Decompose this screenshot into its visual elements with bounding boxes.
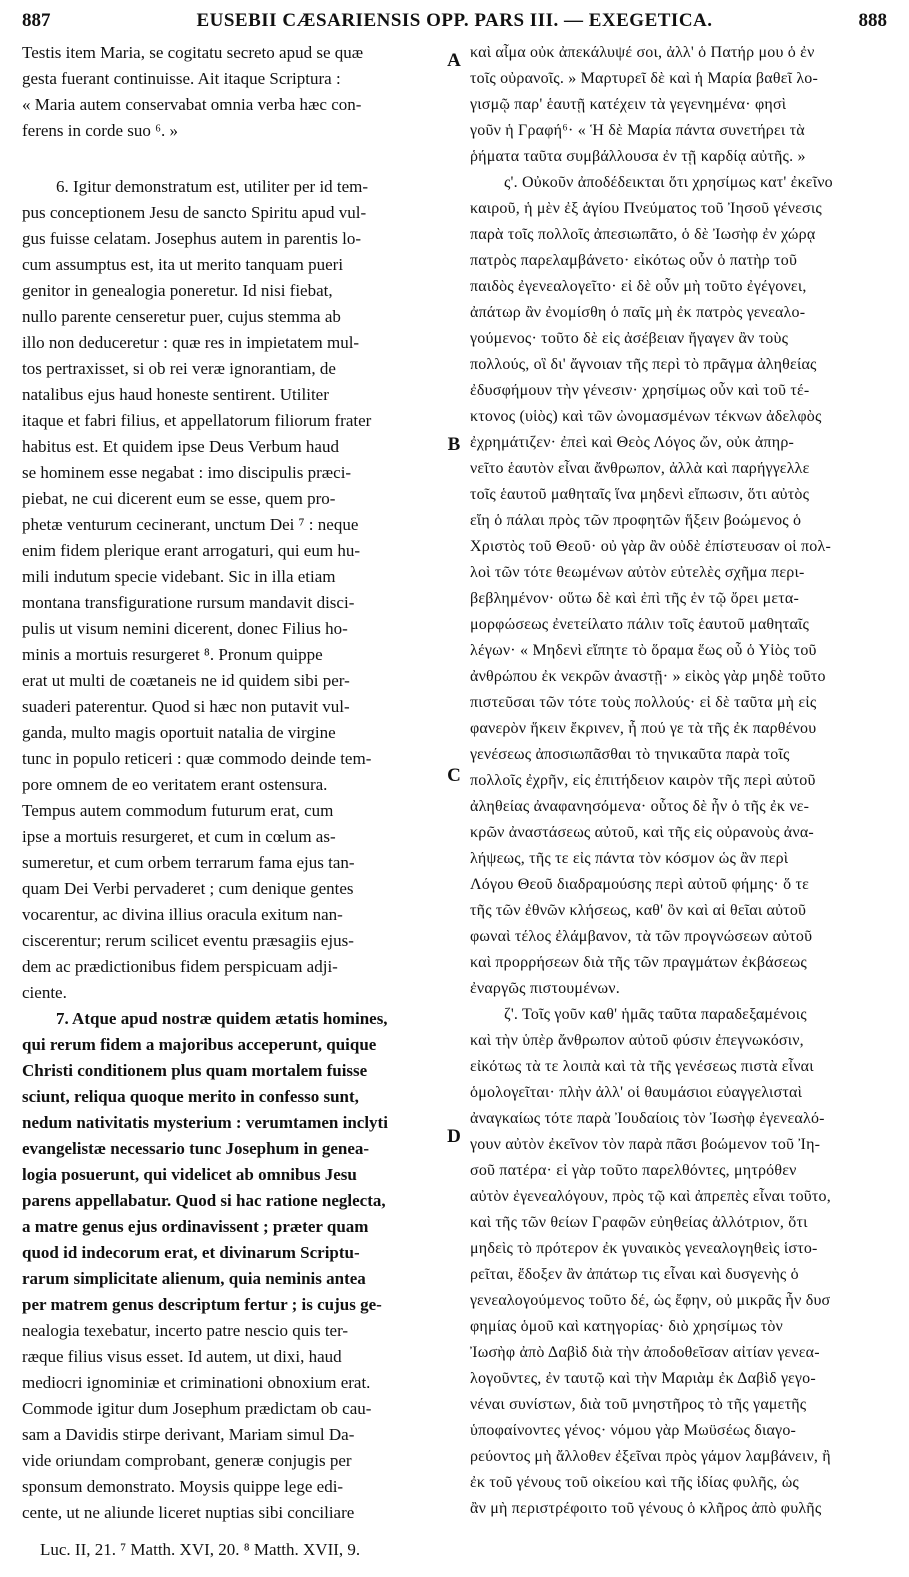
text-line: κτονος (υἱὸς) καὶ τῶν ὠνομασμένων τέκνων ἀδελφὸς: [470, 408, 822, 425]
text-line: γούμενος· τοῦτο δὲ εἰς ἀσέβειαν ἤγαγεν ἂν τοὺς: [470, 330, 789, 347]
paragraph-gap: [22, 144, 440, 174]
text-line: Χριστὸς τοῦ Θεοῦ· οὐ γὰρ ἂν οὐδὲ ἐπίστευσαν οἱ πολ-: [470, 538, 831, 555]
text-line: itaque et fabri filius, et appellatorum filiorum frater: [22, 411, 372, 430]
text-line: ῥήματα ταῦτα συμβάλλουσα ἐν τῇ καρδίᾳ αὐτῆς. »: [470, 148, 806, 165]
text-line: λήψεως, τῆς τε εἰς πάντα τὸν κόσμον ὡς ἂν περὶ: [470, 850, 789, 867]
text-line: ræque filius visus esset. Id autem, ut dixi, haud: [22, 1347, 342, 1366]
text-line: ἐδυσφήμουν τὴν γένεσιν· χρησίμως οὖν καὶ τοῦ τέ-: [470, 382, 810, 399]
text-line: mili indutum specie videbant. Sic in illa etiam: [22, 567, 336, 586]
text-line: σοῦ πατέρα· εἰ γὰρ τοῦτο παρελθόντες, μητρόθεν: [470, 1162, 797, 1179]
text-line: τοῖς ἑαυτοῦ μαθηταῖς ἵνα μηδενὶ εἴπωσιν, ὅτι αὐτὸς: [470, 486, 810, 503]
text-line: ρεῖται, ἔδοξεν ἂν ἀπάτωρ τις εἶναι καὶ δυσγενὴς ὁ: [470, 1266, 799, 1283]
text-line: pulis ut visum nemini dicerent, donec Filius ho-: [22, 619, 348, 638]
text-line: enim fidem plerique erant arrogaturi, qui eum hu-: [22, 541, 360, 560]
text-line: nealogia texebatur, incerto patre nescio quis ter-: [22, 1321, 349, 1340]
text-line: piebat, ne cui dicerent eum se esse, quem pro-: [22, 489, 336, 508]
text-line: καὶ τὴν ὑπὲρ ἄνθρωπον αὐτοῦ φύσιν ἐπεγνωκόσιν,: [470, 1032, 804, 1049]
text-line: evangelistæ necessario tunc Josephum in genea-: [22, 1139, 370, 1158]
text-line: τοῖς οὐρανοῖς. » Μαρτυρεῖ δὲ καὶ ἡ Μαρία βαθεῖ λο-: [470, 70, 818, 87]
text-line: γενέσεως ἀποσιωπᾶσθαι τὸ τηνικαῦτα παρὰ τοῖς: [470, 746, 790, 763]
text-line: Commode igitur dum Josephum prædictam ob cau-: [22, 1399, 372, 1418]
text-line: ἀναγκαίως τότε παρὰ Ἰουδαίοις τὸν Ἰωσὴφ ἐγενεαλό-: [470, 1110, 825, 1127]
text-line: nullo parente censeretur puer, cujus stemma ab: [22, 307, 341, 326]
text-line: dem ac prædictionibus fidem perspicuam adji-: [22, 957, 338, 976]
text-line: γοῦν ἡ Γραφή⁶· « Ἡ δὲ Μαρία πάντα συνετήρει τὰ: [470, 122, 805, 139]
text-line: 7. Atque apud nostræ quidem ætatis homines,: [56, 1009, 388, 1028]
text-line: parens appellabatur. Quod si hac ratione neglecta,: [22, 1191, 386, 1210]
text-line: se hominem esse negabat : imo discipulis præci-: [22, 463, 352, 482]
text-line: ἐχρημάτιζεν· ἐπεὶ καὶ Θεὸς Λόγος ὤν, οὐκ ἀπηρ-: [470, 434, 795, 451]
text-line: suaderi paterentur. Quod si hæc non putavit vul-: [22, 697, 350, 716]
text-line: ciscerentur; rerum scilicet eventu præsagiis ejus-: [22, 931, 354, 950]
text-line: erat ut multi de coætaneis ne id quidem sibi per-: [22, 671, 350, 690]
text-line: phetæ venturum cecinerant, unctum Dei ⁷ : neque: [22, 515, 359, 534]
text-line: ferens in corde suo ⁶. »: [22, 121, 179, 140]
text-line: cente, ut ne aliunde liceret nuptias sibi conciliare: [22, 1503, 355, 1522]
text-line: ἐναργῶς πιστουμένων.: [470, 980, 620, 997]
text-line: tunc in populo reticeri : quæ commodo deinde tem-: [22, 749, 372, 768]
text-line: παιδὸς ἐγενεαλογεῖτο· εἰ δὲ οὖν μὴ τοῦτο ἐγέγονει,: [470, 278, 807, 295]
text-line: νεῖτο ἑαυτὸν εἶναι ἄνθρωπον, ἀλλὰ καὶ παρήγγελλε: [470, 460, 810, 477]
text-line: εἴη ὁ πάλαι πρὸς τῶν προφητῶν ἥξειν βοώμενος ὁ: [470, 512, 802, 529]
text-line: μορφώσεως ἐνετείλατο πάλιν τοῖς ἑαυτοῦ μαθηταῖς: [470, 616, 810, 633]
text-line: καὶ αἶμα οὐκ ἀπεκάλυψέ σοι, ἀλλ' ὁ Πατήρ μου ὁ ἐν: [470, 44, 815, 61]
section-marker-c: C: [447, 765, 461, 786]
running-title: EUSEBII CÆSARIENSIS OPP. PARS III. — EXEGETICA.: [196, 10, 713, 31]
latin-column: [22, 40, 440, 1526]
footnotes: Luc. II, 21. ⁷ Matth. XVI, 20. ⁸ Matth. XVII, 9.: [40, 1540, 361, 1559]
text-line: cum assumptus est, ita ut merito tanquam pueri: [22, 255, 344, 274]
text-line: ἂν μὴ περιστρέφοιτο τοῦ γένους ὁ κλῆρος ἀπὸ φυλῆς: [470, 1500, 822, 1517]
text-line: sam a Davidis stirpe derivant, Mariam simul Da-: [22, 1425, 355, 1444]
text-line: λοὶ τῶν τότε θεωμένων αὐτὸν εὐτελὲς σχῆμα περι-: [470, 564, 805, 581]
text-line: ζ'. Τοῖς γοῦν καθ' ἡμᾶς ταῦτα παραδεξαμένοις: [504, 1006, 807, 1023]
text-line: Christi conditionem plus quam mortalem fuisse: [22, 1061, 368, 1080]
text-line: Λόγου Θεοῦ διαδραμούσης περὶ αὐτοῦ φήμης· ὅ τε: [470, 876, 810, 893]
text-line: πολλούς, οἳ δι' ἄγνοιαν τῆς περὶ τὸ πρᾶγμα ἀληθείας: [470, 356, 817, 373]
text-line: ἀνθρώπου ἐκ νεκρῶν ἀναστῇ· » εἰκὸς γὰρ μηδὲ τοῦτο: [470, 668, 826, 685]
greek-column: [470, 40, 888, 1522]
page-header: [22, 8, 887, 34]
text-line: 6. Igitur demonstratum est, utiliter per id tem-: [56, 177, 369, 196]
text-line: καὶ προρρήσεων διὰ τῆς τῶν πραγμάτων ἐκβάσεως: [470, 954, 807, 971]
text-line: ἐκ τοῦ γένους τοῦ οἰκείου καὶ τῆς ἰδίας φυλῆς, ὡς: [470, 1474, 799, 1491]
text-line: παρὰ τοῖς πολλοῖς ἀπεσιωπᾶτο, ὁ δὲ Ἰωσὴφ ἐν χώρᾳ: [470, 226, 816, 243]
text-line: φανερὸν ἥκειν ἔκρινεν, ἦ πού γε τὰ τῆς ἐκ παρθένου: [470, 720, 817, 737]
text-line: καιροῦ, ἡ μὲν ἐξ ἁγίου Πνεύματος τοῦ Ἰησοῦ γένεσις: [470, 200, 822, 217]
text-line: nedum nativitatis mysterium : verumtamen inclyti: [22, 1113, 388, 1132]
left-page-number: 887: [22, 10, 51, 31]
text-line: ς'. Οὐκοῦν ἀποδέδεικται ὅτι χρησίμως κατ' ἐκεῖνο: [504, 174, 833, 191]
text-line: habitus est. Et quidem ipse Deus Verbum haud: [22, 437, 339, 456]
text-line: qui rerum fidem a majoribus acceperunt, quique: [22, 1035, 377, 1054]
text-line: pore omnem de eo veritatem erant ostensura.: [22, 775, 328, 794]
text-line: tos pertraxisset, si ob rei veræ ignorantiam, de: [22, 359, 336, 378]
text-line: κρῶν ἀναστάσεως αὐτοῦ, καὶ τῆς εἰς οὐρανοὺς ἀνα-: [470, 824, 814, 841]
text-line: illo non deduceretur : quæ res in impietatem mul-: [22, 333, 360, 352]
text-line: minis a mortuis resurgeret ⁸. Pronum quippe: [22, 645, 323, 664]
text-line: ὁμολογεῖται· πλὴν ἀλλ' οἱ θαυμάσιοι εὐαγγελισταὶ: [470, 1084, 803, 1101]
text-line: τῆς τῶν ἐθνῶν κλήσεως, καθ' ὃν καὶ αἱ θεῖαι αὐτοῦ: [470, 902, 807, 919]
text-line: λέγων· « Μηδενὶ εἴπητε τὸ ὅραμα ἕως οὗ ὁ Υἱὸς τοῦ: [470, 642, 817, 659]
text-line: μηδεὶς τὸ πρότερον ἐκ γυναικὸς γενεαλογηθεὶς ἱστο-: [470, 1240, 818, 1257]
text-line: quam Dei Verbi pervaderet ; cum denique gentes: [22, 879, 354, 898]
text-line: ὑποφαίνοντες γένος· νόμου γὰρ Μωϋσέως διαγο-: [470, 1422, 797, 1439]
text-line: φωναὶ τέλος ἐλάμβανον, τὰ τῶν προγνώσεων αὐτοῦ: [470, 928, 813, 945]
text-line: vocarentur, ac divina illius oracula exitum nan-: [22, 905, 343, 924]
text-line: sponsum demonstrato. Moysis quippe lege edi-: [22, 1477, 344, 1496]
text-line: genitor in genealogia poneretur. Id nisi fiebat,: [22, 281, 333, 300]
text-line: πολλοῖς ἐχρῆν, εἰς ἐπιτήδειον καιρὸν τῆς περὶ αὐτοῦ: [470, 772, 816, 789]
text-line: φημίας ὁμοῦ καὶ κατηγορίας· διὸ χρησίμως τὸν: [470, 1318, 783, 1335]
text-line: νέναι συνίστων, διὰ τοῦ μνηστῆρος τὸ τῆς γαμετῆς: [470, 1396, 807, 1413]
text-line: mediocri ignominiæ et criminationi obnoxium erat.: [22, 1373, 371, 1392]
text-line: gesta fuerant continuisse. Ait itaque Scriptura :: [22, 69, 341, 88]
text-line: ciente.: [22, 983, 67, 1002]
text-line: ρεύοντος μὴ ἄλλοθεν ἐξεῖναι πρὸς γάμον λαμβάνειν, ἢ: [470, 1448, 831, 1465]
text-line: vide oriundam comprobant, generæ conjugis per: [22, 1451, 352, 1470]
text-line: πιστεῦσαι τῶν τότε τοὺς πολλούς· εἰ δὲ ταῦτα μὴ εἰς: [470, 694, 817, 711]
text-line: logia posuerunt, qui videlicet ab omnibus Jesu: [22, 1165, 357, 1184]
text-line: sciunt, reliqua quoque merito in confesso sunt,: [22, 1087, 359, 1106]
text-line: γενεαλογούμενος τοῦτο δέ, ὡς ἔφην, οὐ μικρᾶς ἦν δυσ: [470, 1292, 831, 1309]
text-line: sumeretur, et cum orbem terrarum fama ejus tan-: [22, 853, 355, 872]
text-line: ἀπάτωρ ἂν ἐνομίσθη ὁ παῖς μὴ ἐκ πατρὸς γενεαλο-: [470, 304, 806, 321]
text-line: λογοῦντες, ἐν ταυτῷ καὶ τὴν Μαριὰμ ἐκ Δαβὶδ γεγο-: [470, 1370, 816, 1387]
text-line: γουν αὐτὸν ἐκεῖνον τὸν παρὰ πᾶσι βοώμενον τοῦ Ἰη-: [470, 1136, 821, 1153]
text-line: Ἰωσὴφ ἀπὸ Δαβὶδ διὰ τὴν ἀποδοθεῖσαν αἰτίαν γενεα-: [470, 1344, 820, 1361]
text-line: ganda, multo magis oportuit natalia de virgine: [22, 723, 336, 742]
text-line: Tempus autem commodum futurum erat, cum: [22, 801, 334, 820]
text-line: πατρὸς παρελαμβάνετο· εἰκότως οὖν ὁ πατὴρ τοῦ: [470, 252, 798, 269]
text-line: pus conceptionem Jesu de sancto Spiritu apud vul-: [22, 203, 367, 222]
section-marker-a: A: [447, 50, 461, 71]
text-line: gus fuisse celatam. Josephus autem in parentis lo-: [22, 229, 361, 248]
text-line: natalibus ejus haud honeste sentirent. Utiliter: [22, 385, 329, 404]
text-line: ipse a mortuis resurgeret, et cum in cœlum as-: [22, 827, 336, 846]
section-marker-b: B: [447, 434, 461, 455]
text-line: εἰκότως τὰ τε λοιπὰ καὶ τὰ τῆς γενέσεως πιστὰ εἶναι: [470, 1058, 814, 1075]
text-line: « Maria autem conservabat omnia verba hæc con-: [22, 95, 362, 114]
text-line: rarum simplicitate alienum, quia neminis antea: [22, 1269, 366, 1288]
text-line: ἀληθείας ἀναφανησόμενα· οὗτος δὲ ἦν ὁ τῆς ἐκ νε-: [470, 798, 810, 815]
text-line: montana transfiguratione rursum mandavit disci-: [22, 593, 355, 612]
text-line: καὶ τῆς τῶν θείων Γραφῶν εὐηθείας ἀλλότριον, ὅτι: [470, 1214, 808, 1231]
text-line: βεβλημένον· οὕτω δὲ καὶ ἐπὶ τῆς ἐν τῷ ὄρει μετα-: [470, 590, 800, 607]
text-line: per matrem genus descriptum fertur ; is cujus ge-: [22, 1295, 382, 1314]
right-page-number: 888: [858, 10, 887, 31]
text-line: a matre genus ejus ordinavissent ; præter quam: [22, 1217, 369, 1236]
section-marker-d: D: [447, 1126, 461, 1147]
text-line: Testis item Maria, se cogitatu secreto apud se quæ: [22, 43, 364, 62]
text-line: quod id indecorum erat, et divinarum Scriptu-: [22, 1243, 360, 1262]
text-line: αὐτὸν ἐγενεαλόγουν, πρὸς τῷ καὶ ἀπρεπὲς εἶναι τοῦτο,: [470, 1188, 831, 1205]
text-line: γισμῷ παρ' ἑαυτῇ κατέχειν τὰ γεγενημένα· φησὶ: [470, 96, 787, 113]
